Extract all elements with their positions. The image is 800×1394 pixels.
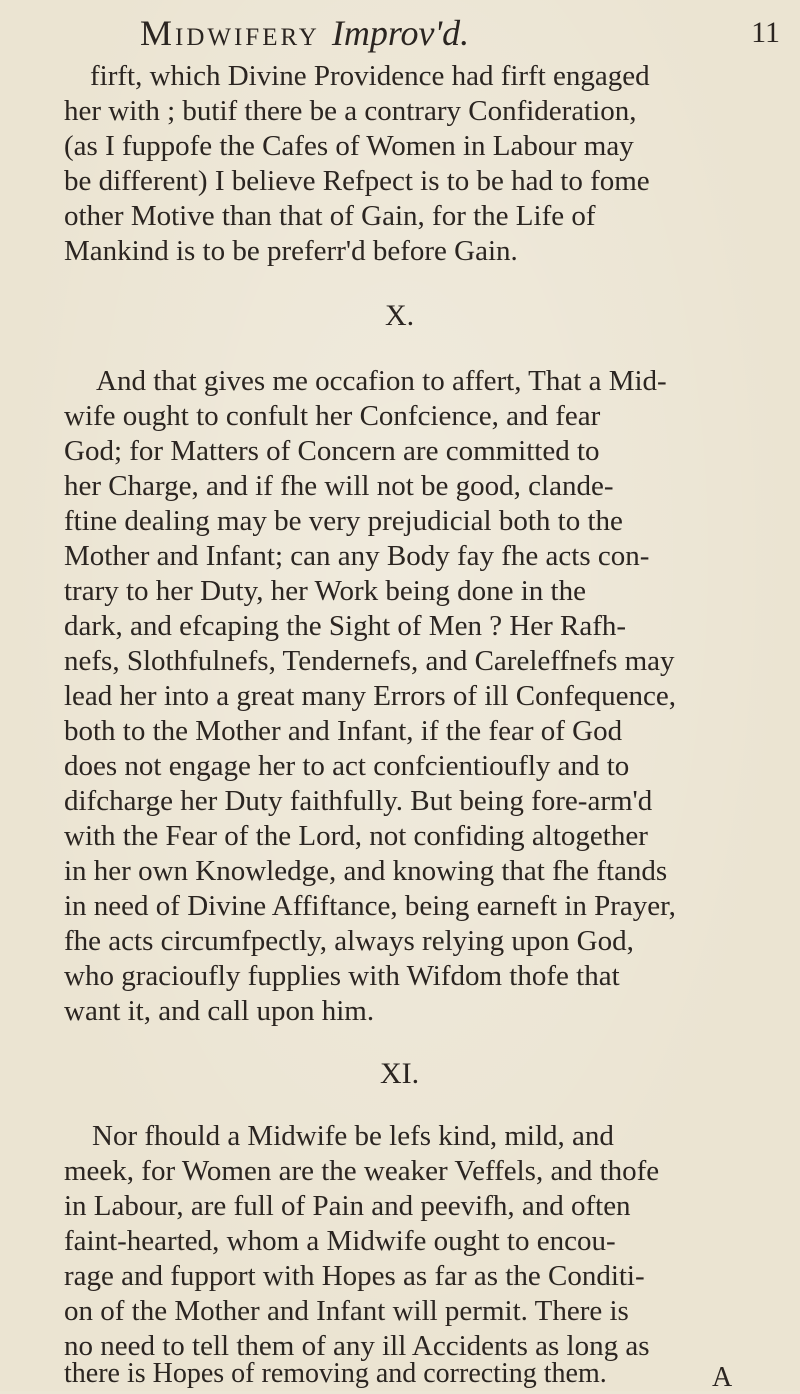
text-line: nefs, Slothfulnefs, Tendernefs, and Careleffnefs may <box>64 645 675 677</box>
text-line: there is Hopes of removing and correcting them. <box>64 1358 607 1389</box>
section-number-x: X. <box>385 299 415 332</box>
text-line: Mother and Infant; can any Body fay fhe acts con- <box>64 540 650 572</box>
running-head-title-italic: Improv'd. <box>331 13 470 53</box>
text-line: both to the Mother and Infant, if the fear of God <box>64 715 623 747</box>
text-line: dark, and efcaping the Sight of Men ? Her Rafh- <box>64 610 627 642</box>
running-head-title-text: Midwifery <box>140 13 320 53</box>
running-head-title <box>140 12 469 54</box>
text-line: meek, for Women are the weaker Veffels, and thofe <box>64 1155 660 1187</box>
text-line: no need to tell them of any ill Accidents as long as <box>64 1330 650 1362</box>
text-line: Mankind is to be preferr'd before Gain. <box>64 235 518 267</box>
text-line: who gracioufly fupplies with Wifdom thofe that <box>64 960 620 992</box>
text-line: faint-hearted, whom a Midwife ought to encou- <box>64 1225 616 1257</box>
text-line: wife ought to confult her Confcience, and fear <box>64 400 601 432</box>
text-line: lead her into a great many Errors of ill Confequence, <box>64 680 676 712</box>
text-line: rage and fupport with Hopes as far as the Conditi- <box>64 1260 645 1292</box>
running-head <box>140 12 780 52</box>
text-line: difcharge her Duty faithfully. But being fore-arm'd <box>64 785 653 817</box>
text-line: in need of Divine Affiftance, being earneft in Prayer, <box>64 890 676 922</box>
text-line: ftine dealing may be very prejudicial both to the <box>64 505 623 537</box>
text-line: in Labour, are full of Pain and peevifh, and often <box>64 1190 631 1222</box>
text-line: firft, which Divine Providence had firft engaged <box>90 60 650 92</box>
text-line: Nor fhould a Midwife be lefs kind, mild, and <box>92 1120 614 1152</box>
catchword: A <box>712 1362 733 1393</box>
text-line: in her own Knowledge, and knowing that fhe ftands <box>64 855 668 887</box>
text-line: fhe acts circumfpectly, always relying upon God, <box>64 925 634 957</box>
text-line: on of the Mother and Infant will permit. There is <box>64 1295 629 1327</box>
text-line: And that gives me occafion to affert, That a Mid- <box>96 365 667 397</box>
text-line: trary to her Duty, her Work being done in the <box>64 575 586 607</box>
text-line: her Charge, and if fhe will not be good, clande- <box>64 470 614 502</box>
text-line: want it, and call upon him. <box>64 995 375 1027</box>
text-line: God; for Matters of Concern are committed to <box>64 435 600 467</box>
text-line: her with ; butif there be a contrary Confideration, <box>64 95 637 127</box>
text-line: with the Fear of the Lord, not confiding altogether <box>64 820 648 852</box>
text-line: other Motive than that of Gain, for the Life of <box>64 200 596 232</box>
section-number-xi: XI. <box>380 1057 420 1090</box>
page-number: 11 <box>751 16 780 49</box>
text-line: be different) I believe Refpect is to be had to fome <box>64 165 650 197</box>
text-line: does not engage her to act confcientioufly and to <box>64 750 630 782</box>
text-line: (as I fuppofe the Cafes of Women in Labour may <box>64 130 634 162</box>
